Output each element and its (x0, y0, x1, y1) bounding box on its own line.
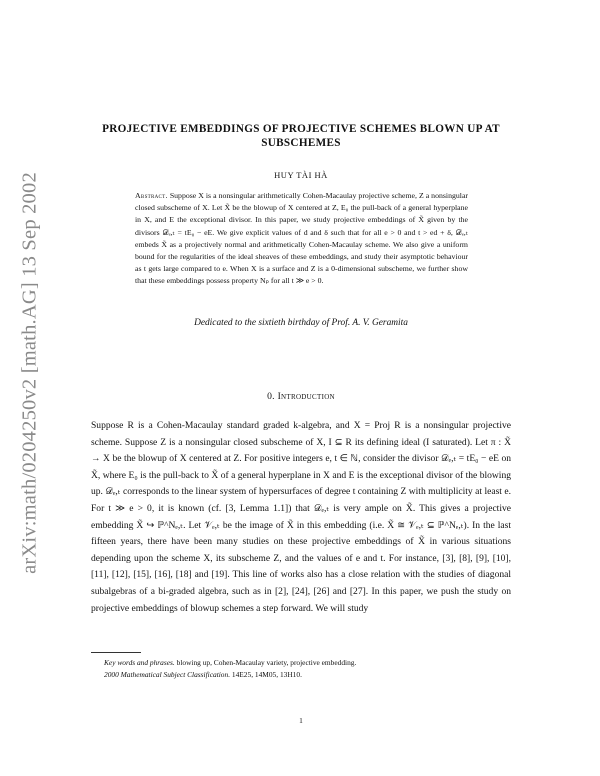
introduction-paragraph: Suppose R is a Cohen-Macaulay standard graded k-algebra, and X = Proj R is a nonsingular projective scheme. Suppose Z is a nonsingular closed subscheme of X, I ⊆ R its defining ideal (I saturated). Let π : X̃ → X be the blowup of X centered at Z. For positive integers e, t ∈ ℕ, consider the divisor 𝒟ₑ,ₜ = tE₀ − eE on X̃, where E₀ is the pull-back to X̃ of a general hyperplane in X and E is the exceptional divisor of the blowing up. 𝒟ₑ,ₜ corresponds to the linear system of hypersurfaces of degree t containing Z with multiplicity at least e. For t ≫ e > 0, it is known (cf. [3, Lemma 1.1]) that 𝒟ₑ,ₜ is very ample on X̃. This gives a projective embedding X̃ ↪ ℙ^Nₑ,ₜ. Let 𝒱ₑ,ₜ be the image of X̃ in this embedding (i.e. X̃ ≅ 𝒱ₑ,ₜ ⊆ ℙ^Nₑ,ₜ). In the last fifteen years, there have been many studies on these projective embeddings of X̃ in various situations depending upon the scheme X, its subscheme Z, and the values of e and t. For instance, [3], [8], [9], [10], [11], [12], [15], [16], [18] and [19]. This line of works also has a close relation with the studies of diagonal subalgebras of a bi-graded algebra, such as in [2], [24], [26] and [27]. In this paper, we push the study on projective embeddings of blowup schemes a step forward. We will study (91, 420, 511, 614)
arxiv-stamp (10, 171, 50, 574)
section-title: Introduction (277, 391, 335, 402)
abstract-text: Suppose X is a nonsingular arithmetically Cohen-Macaulay projective scheme, Z a nonsingular closed subscheme of X. Let X̃ be the blowup of X centered at Z, E₀ the pull-back of a general hyperplane in X, and E the exceptional divisor. In this paper, we study projective embeddings of X̃ given by the divisors 𝒟ₑ,ₜ = tE₀ − eE. We give explicit values of d and δ such that for all e > 0 and t > ed + δ, 𝒟ₑ,ₜ embeds X̃ as a projectively normal and arithmetically Cohen-Macaulay scheme. We also give a uniform bound for the regularities of the ideal sheaves of these embeddings, and study their asymptotic behaviour as t gets large compared to e. When X is a surface and Z is a 0-dimensional subscheme, we further show that these embeddings possess property Nₚ for all t ≫ e > 0. (135, 191, 468, 286)
footnote-label: Key words and phrases. (104, 658, 175, 667)
section-number: 0. (267, 391, 275, 402)
footnote-classification (104, 669, 511, 681)
arxiv-stamp-text: arXiv:math/0204250v2 [math.AG] 13 Sep 2002 (18, 171, 41, 574)
footnote-rule (91, 652, 141, 653)
abstract (135, 190, 468, 288)
paper-author: HUY TÀI HÀ (274, 170, 328, 180)
footnote-keywords (104, 657, 511, 669)
paper-title: PROJECTIVE EMBEDDINGS OF PROJECTIVE SCHEMES BLOWN UP AT SUBSCHEMES (102, 123, 500, 149)
abstract-heading: Abstract. (135, 191, 168, 200)
dedication: Dedicated to the sixtieth birthday of Prof. A. V. Geramita (194, 318, 408, 328)
footnote-text: 14E25, 14M05, 13H10. (231, 669, 302, 679)
page-number: 1 (299, 716, 303, 725)
footnotes (104, 657, 511, 680)
section-heading (85, 391, 517, 402)
footnote-text: blowing up, Cohen-Macaulay variety, projective embedding. (176, 658, 357, 667)
footnote-label: 2000 Mathematical Subject Classification. (104, 669, 231, 679)
